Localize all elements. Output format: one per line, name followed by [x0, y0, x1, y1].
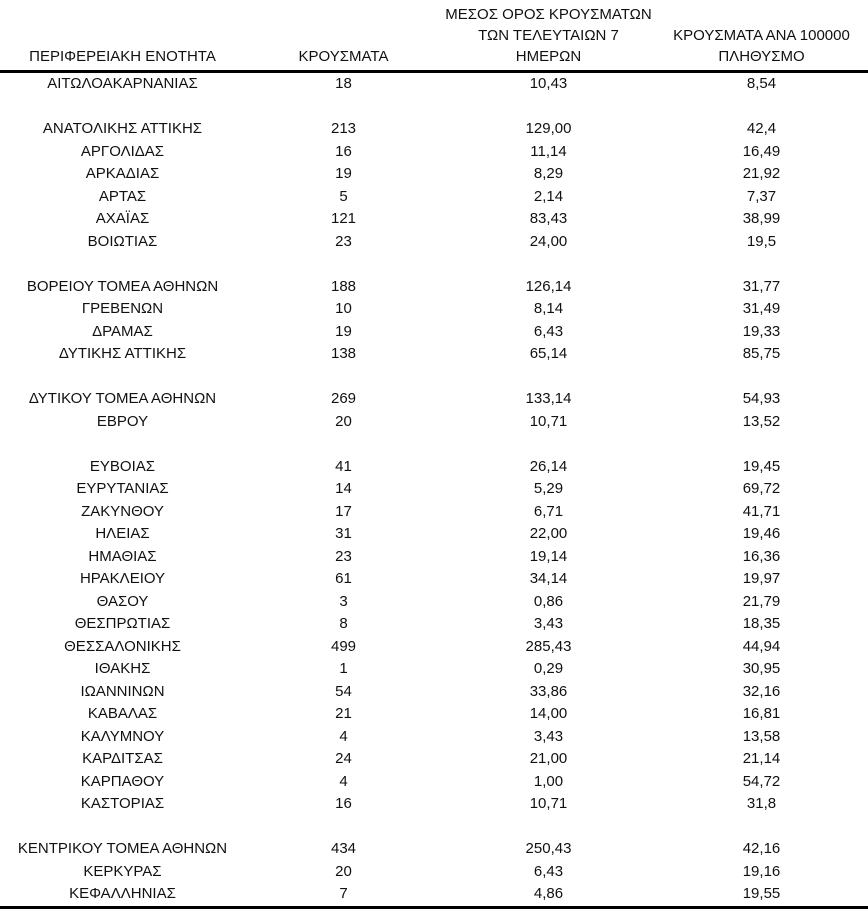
region-cell	[0, 96, 245, 119]
cases-cell: 3	[339, 592, 348, 610]
avg7-cell: 250,43	[525, 840, 572, 857]
avg7-cell	[442, 253, 655, 276]
cases-cell: 213	[330, 120, 357, 137]
region-cell: ΚΕΝΤΡΙΚΟΥ ΤΟΜΕΑ ΑΘΗΝΩΝ	[17, 840, 228, 857]
table-row	[0, 208, 868, 231]
avg7-cell: 26,14	[529, 457, 568, 475]
per100k-cell: 69,72	[742, 480, 781, 497]
avg7-cell: 10,43	[529, 75, 568, 92]
spacer-row	[0, 366, 868, 389]
per100k-cell: 18,35	[742, 615, 781, 632]
header-row	[0, 0, 868, 72]
region-cell: ΑΡΚΑΔΙΑΣ	[85, 165, 160, 182]
avg7-cell: 34,14	[529, 570, 568, 587]
per100k-cell: 19,45	[742, 457, 781, 475]
region-cell: ΗΡΑΚΛΕΙΟΥ	[79, 570, 166, 587]
cases-cell: 5	[339, 187, 348, 205]
avg7-cell: 5,29	[533, 480, 564, 497]
avg7-cell: 133,14	[525, 390, 572, 407]
cases-cell: 121	[330, 210, 357, 227]
cases-cell: 1	[339, 660, 348, 677]
table-row	[0, 118, 868, 141]
avg7-cell: 65,14	[529, 345, 568, 362]
avg7-cell: 83,43	[529, 210, 568, 227]
column-header-cases	[245, 0, 442, 72]
region-cell: ΘΕΣΠΡΩΤΙΑΣ	[74, 615, 171, 632]
table-row	[0, 591, 868, 614]
table-row	[0, 726, 868, 749]
region-cell: ΑΡΓΟΛΙΔΑΣ	[80, 142, 165, 160]
cases-cell: 10	[335, 300, 352, 317]
column-header-per100k-line2: ΠΛΗΘΥΣΜΟ	[718, 48, 805, 65]
region-cell: ΚΑΡΔΙΤΣΑΣ	[82, 750, 163, 767]
avg7-cell	[442, 96, 655, 119]
region-cell: ΑΙΤΩΛΟΑΚΑΡΝΑΝΙΑΣ	[47, 75, 198, 92]
table-row	[0, 568, 868, 591]
avg7-cell: 33,86	[529, 682, 568, 700]
region-cell: ΔΥΤΙΚΗΣ ΑΤΤΙΚΗΣ	[58, 345, 187, 362]
per100k-cell: 16,81	[742, 705, 781, 722]
per100k-cell: 42,4	[746, 120, 777, 137]
avg7-cell: 10,71	[529, 412, 568, 430]
avg7-cell: 285,43	[525, 637, 572, 655]
per100k-cell: 54,72	[742, 772, 781, 790]
cases-cell: 54	[335, 682, 352, 700]
per100k-cell: 30,95	[742, 660, 781, 677]
region-cell: ΚΕΡΚΥΡΑΣ	[83, 862, 162, 880]
cases-cell	[245, 816, 442, 839]
region-cell	[0, 366, 245, 389]
table-row	[0, 298, 868, 321]
cases-cell: 61	[335, 570, 352, 587]
avg7-cell: 2,14	[533, 187, 564, 205]
avg7-cell: 8,29	[533, 165, 564, 182]
table-row	[0, 231, 868, 254]
avg7-cell: 24,00	[529, 232, 568, 250]
region-cell: ΚΑΛΥΜΝΟΥ	[80, 727, 165, 745]
cases-cell: 21	[335, 705, 352, 722]
cases-cell: 269	[330, 390, 357, 407]
spacer-row	[0, 433, 868, 456]
per100k-cell: 31,49	[742, 300, 781, 317]
avg7-cell	[442, 816, 655, 839]
table-row	[0, 658, 868, 681]
column-header-avg7-line1: ΜΕΣΟΣ ΟΡΟΣ ΚΡΟΥΣΜΑΤΩΝ	[445, 6, 652, 23]
per100k-cell: 32,16	[742, 682, 781, 700]
region-cell: ΑΝΑΤΟΛΙΚΗΣ ΑΤΤΙΚΗΣ	[42, 120, 203, 137]
table-row	[0, 523, 868, 546]
cases-cell: 19	[335, 165, 352, 182]
avg7-cell: 6,43	[533, 322, 564, 340]
per100k-cell	[655, 96, 868, 119]
table-row	[0, 793, 868, 816]
table-row	[0, 321, 868, 344]
cases-cell: 17	[335, 502, 352, 520]
per100k-cell: 19,16	[742, 862, 781, 880]
table-row	[0, 838, 868, 861]
region-cell	[0, 253, 245, 276]
table-header	[0, 0, 868, 72]
cases-cell: 7	[339, 885, 348, 902]
table-row	[0, 478, 868, 501]
cases-cell: 19	[335, 322, 352, 340]
avg7-cell: 10,71	[529, 795, 568, 812]
avg7-cell: 8,14	[533, 300, 564, 317]
table-row	[0, 771, 868, 794]
region-cell: ΔΡΑΜΑΣ	[92, 322, 153, 340]
table-row	[0, 141, 868, 164]
cases-cell	[245, 253, 442, 276]
avg7-cell	[442, 433, 655, 456]
table-row	[0, 501, 868, 524]
table-row	[0, 703, 868, 726]
avg7-cell: 21,00	[529, 750, 568, 767]
per100k-cell	[655, 433, 868, 456]
cases-cell: 23	[335, 232, 352, 250]
cases-cell: 16	[335, 142, 352, 160]
cases-cell: 188	[330, 277, 357, 295]
avg7-cell: 22,00	[529, 525, 568, 542]
table-body	[0, 72, 868, 908]
per100k-cell: 8,54	[746, 75, 777, 92]
table-row	[0, 636, 868, 659]
avg7-cell: 3,43	[533, 615, 564, 632]
region-cell: ΒΟΙΩΤΙΑΣ	[87, 232, 158, 250]
column-header-avg7	[442, 0, 655, 72]
region-cell: ΗΛΕΙΑΣ	[95, 525, 150, 542]
per100k-cell: 31,8	[746, 795, 777, 812]
region-cell: ΚΑΒΑΛΑΣ	[87, 705, 158, 722]
cases-cell: 18	[335, 75, 352, 92]
avg7-cell: 19,14	[529, 547, 568, 565]
region-cell: ΚΕΦΑΛΛΗΝΙΑΣ	[69, 885, 176, 902]
per100k-cell: 41,71	[742, 502, 781, 520]
region-cell: ΒΟΡΕΙΟΥ ΤΟΜΕΑ ΑΘΗΝΩΝ	[26, 277, 219, 295]
avg7-cell: 129,00	[525, 120, 572, 137]
per100k-cell	[655, 253, 868, 276]
per100k-cell: 16,36	[742, 547, 781, 565]
column-header-region-line: ΠΕΡΙΦΕΡΕΙΑΚΗ ΕΝΟΤΗΤΑ	[29, 48, 216, 65]
table-row	[0, 343, 868, 366]
region-cell: ΖΑΚΥΝΘΟΥ	[81, 502, 164, 520]
table-row	[0, 411, 868, 434]
region-cell: ΚΑΡΠΑΘΟΥ	[80, 772, 165, 790]
per100k-cell: 31,77	[742, 277, 781, 295]
table-row	[0, 388, 868, 411]
cases-cell: 499	[330, 637, 357, 655]
per100k-cell: 21,92	[742, 165, 781, 182]
cases-cell: 20	[335, 412, 352, 430]
region-cell: ΘΑΣΟΥ	[96, 592, 149, 610]
region-cell: ΗΜΑΘΙΑΣ	[88, 547, 157, 565]
per100k-cell: 13,58	[742, 727, 781, 745]
cases-cell: 4	[339, 772, 348, 790]
cases-cell: 14	[335, 480, 352, 497]
avg7-cell: 126,14	[525, 277, 572, 295]
per100k-cell: 38,99	[742, 210, 781, 227]
region-cell	[0, 816, 245, 839]
cases-cell	[245, 96, 442, 119]
column-header-cases-line: ΚΡΟΥΣΜΑΤΑ	[298, 48, 389, 65]
cases-cell: 24	[335, 750, 352, 767]
table-row	[0, 681, 868, 704]
avg7-cell	[442, 366, 655, 389]
column-header-region	[0, 0, 245, 72]
table-row	[0, 456, 868, 479]
per100k-cell: 16,49	[742, 142, 781, 160]
per100k-cell: 7,37	[746, 187, 777, 205]
per100k-cell	[655, 816, 868, 839]
column-header-per100k	[655, 0, 868, 72]
table-row	[0, 546, 868, 569]
avg7-cell: 3,43	[533, 727, 564, 745]
cases-cell	[245, 433, 442, 456]
region-cell: ΙΘΑΚΗΣ	[94, 660, 151, 677]
per100k-cell: 19,33	[742, 322, 781, 340]
column-header-avg7-line2: ΤΩΝ ΤΕΛΕΥΤΑΙΩΝ 7	[478, 27, 619, 44]
per100k-cell: 19,46	[742, 525, 781, 542]
region-cell: ΑΧΑΪΑΣ	[95, 210, 150, 227]
table-row	[0, 613, 868, 636]
table-row	[0, 861, 868, 884]
per100k-cell: 19,5	[746, 232, 777, 250]
avg7-cell: 0,86	[533, 592, 564, 610]
table-row	[0, 163, 868, 186]
avg7-cell: 11,14	[530, 142, 567, 160]
avg7-cell: 4,86	[533, 885, 564, 902]
region-cell: ΓΡΕΒΕΝΩΝ	[81, 300, 164, 317]
spacer-row	[0, 96, 868, 119]
per100k-cell: 85,75	[742, 345, 781, 362]
cases-cell: 138	[330, 345, 357, 362]
per100k-cell: 42,16	[742, 840, 781, 857]
region-cell: ΑΡΤΑΣ	[98, 187, 147, 205]
spacer-row	[0, 253, 868, 276]
table-row	[0, 186, 868, 209]
avg7-cell: 1,00	[533, 772, 564, 790]
per100k-cell: 19,97	[742, 570, 781, 587]
per100k-cell: 21,14	[742, 750, 781, 767]
region-cell	[0, 433, 245, 456]
table-row	[0, 748, 868, 771]
region-cell: ΕΥΒΟΙΑΣ	[89, 457, 156, 475]
cases-cell: 8	[339, 615, 348, 632]
cases-cell: 31	[335, 525, 352, 542]
per100k-cell	[655, 366, 868, 389]
per100k-cell: 21,79	[742, 592, 781, 610]
per100k-cell: 19,55	[742, 885, 781, 902]
cases-cell: 4	[339, 727, 348, 745]
region-cell: ΔΥΤΙΚΟΥ ΤΟΜΕΑ ΑΘΗΝΩΝ	[28, 390, 217, 407]
region-cell: ΚΑΣΤΟΡΙΑΣ	[80, 795, 165, 812]
avg7-cell: 6,43	[533, 862, 564, 880]
cases-cell: 434	[330, 840, 357, 857]
cases-cell: 41	[335, 457, 352, 475]
region-cell: ΘΕΣΣΑΛΟΝΙΚΗΣ	[64, 637, 181, 655]
region-cell: ΙΩΑΝΝΙΝΩΝ	[80, 682, 165, 700]
avg7-cell: 0,29	[533, 660, 564, 677]
column-header-avg7-line3: ΗΜΕΡΩΝ	[515, 48, 582, 65]
table-row	[0, 883, 868, 907]
per100k-cell: 54,93	[742, 390, 781, 407]
cases-cell: 20	[335, 862, 352, 880]
avg7-cell: 14,00	[529, 705, 568, 722]
region-cell: ΕΥΡΥΤΑΝΙΑΣ	[76, 480, 169, 497]
avg7-cell: 6,71	[533, 502, 564, 520]
column-header-per100k-line1: ΚΡΟΥΣΜΑΤΑ ΑΝΑ 100000	[673, 27, 850, 44]
per100k-cell: 44,94	[742, 637, 781, 655]
cases-cell	[245, 366, 442, 389]
spacer-row	[0, 816, 868, 839]
region-cell: ΕΒΡΟΥ	[96, 412, 149, 430]
table-row	[0, 72, 868, 96]
cases-cell: 16	[335, 795, 352, 812]
table-row	[0, 276, 868, 299]
cases-cell: 23	[335, 547, 352, 565]
per100k-cell: 13,52	[742, 412, 781, 430]
